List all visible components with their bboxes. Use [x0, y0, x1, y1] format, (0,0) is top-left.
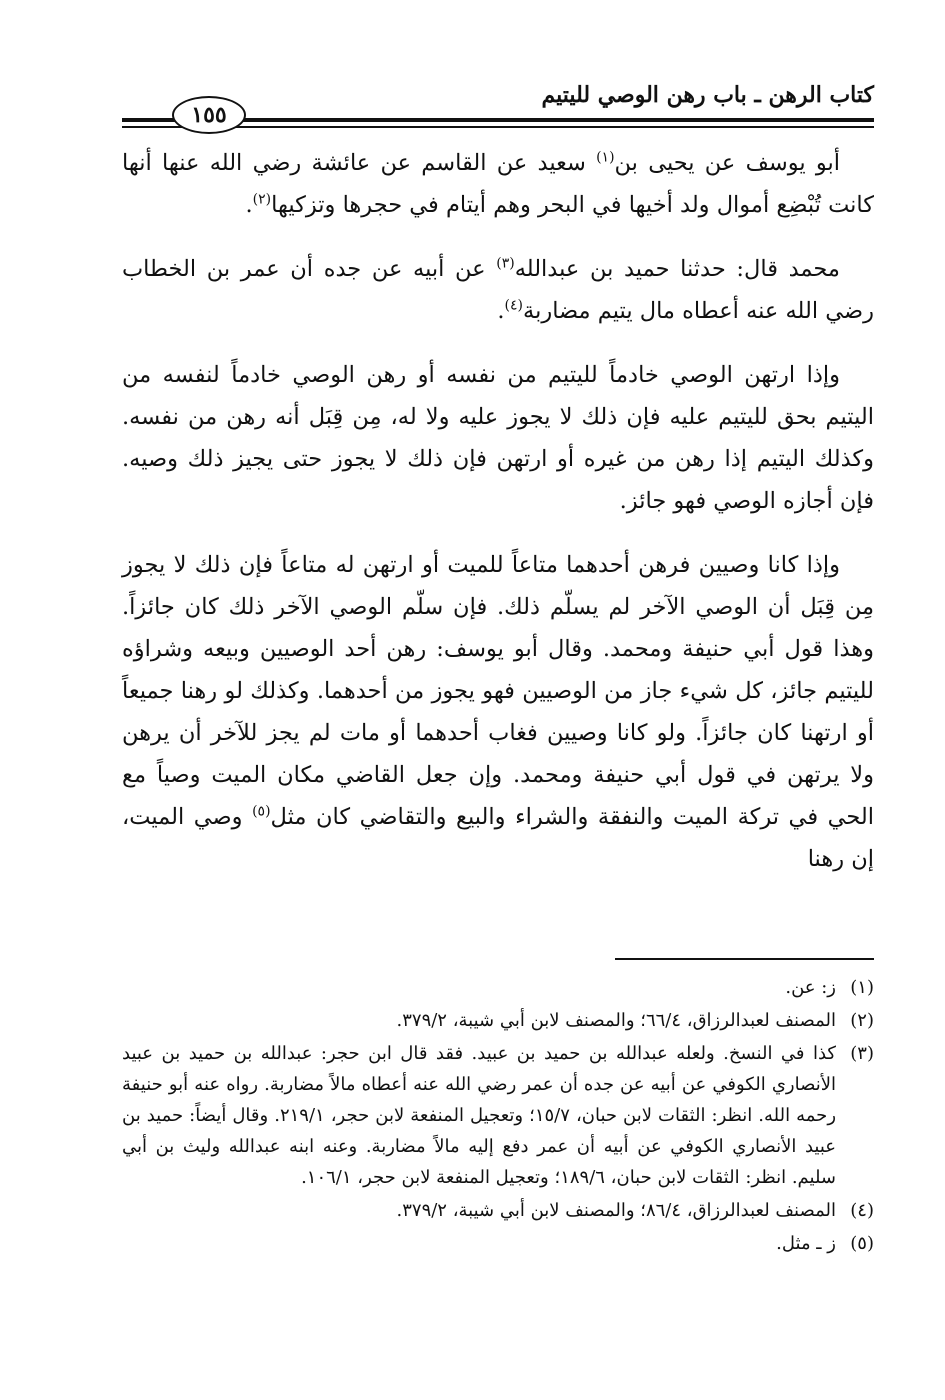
running-title: كتاب الرهن ـ باب رهن الوصي لليتيم	[541, 82, 874, 108]
page-number: ١٥٥	[172, 96, 246, 134]
page-header	[122, 72, 874, 132]
footnote-number: (١)	[850, 977, 874, 998]
footnote-item	[122, 1005, 874, 1036]
text-segment: وصي الميت، إن رهنا	[122, 804, 874, 872]
footnote-ref: (٢)	[252, 191, 272, 208]
text-segment: وإذا ارتهن الوصي خادماً لليتيم من نفسه أو رهن الوصي خادماً لنفسه من اليتيم بحق لليتيم عليه فإن ذلك لا يجوز عليه ولا له، مِن قِبَل أنه رهن من نفسه. وكذلك اليتيم إذا رهن من غيره أو ارتهن فإن ذلك لا يجوز حتى يجيز ذلك وصيه. فإن أجازه الوصي فهو جائز.	[122, 362, 874, 514]
footnote-text: المصنف لعبدالرزاق، ٦٦/٤؛ والمصنف لابن أبي شيبة، ٣٧٩/٢.	[396, 1010, 836, 1031]
footnote-ref: (٥)	[252, 803, 271, 820]
footnote-text: المصنف لعبدالرزاق، ٨٦/٤؛ والمصنف لابن أبي شيبة، ٣٧٩/٢.	[396, 1200, 836, 1221]
main-text	[122, 142, 874, 902]
footnote-ref: (٤)	[504, 297, 523, 314]
footnote-text: كذا في النسخ. ولعله عبدالله بن حميد بن عبيد. فقد قال ابن حجر: عبدالله بن حميد بن عبيد الأنصاري الكوفي عن أبيه عن جده أن عمر رضي الله عنه أعطاه مالاً مضاربة. رواه عنه أبو حنيفة رحمه الله. انظر: الثقات لابن حبان، ١٥/٧؛ وتعجيل المنفعة لابن حجر، ٢١٩/١. وقال أيضاً: حميد بن عبيد الأنصاري الكوفي عن أبيه أن عمر دفع إليه مالاً مضاربة. وعنه ابنه عبدالله وليث بن أبي سليم. انظر: الثقات لابن حبان، ١٨٩/٦؛ وتعجيل المنفعة لابن حجر، ١٠٦/١.	[122, 1043, 837, 1188]
footnote-item	[122, 1038, 874, 1193]
footnote-text: ز: عن.	[785, 977, 836, 998]
footnote-number: (٣)	[850, 1043, 874, 1064]
text-segment: .	[497, 298, 505, 324]
paragraph-2	[122, 248, 874, 332]
text-segment: عن أبيه عن جده أن عمر بن الخطاب رضي الله عنه أعطاه مال يتيم مضاربة	[122, 256, 874, 324]
footnote-item	[122, 972, 874, 1003]
footnote-item	[122, 1195, 874, 1226]
footnote-number: (٢)	[850, 1010, 874, 1031]
paragraph-1	[122, 142, 874, 226]
footnote-number: (٥)	[850, 1233, 874, 1254]
paragraph-4	[122, 544, 874, 880]
footnote-item	[122, 1228, 874, 1259]
text-segment: سعيد عن القاسم عن عائشة رضي الله عنها أنها كانت تُبْضِع أموال ولد أخيها في البحر وهم أيتام في حجرها وتزكيها	[122, 150, 874, 218]
text-segment: وإذا كانا وصيين فرهن أحدهما متاعاً للميت أو ارتهن له متاعاً فإن ذلك لا يجوز مِن قِبَل أن الوصي الآخر لم يسلّم ذلك. فإن سلّم الوصي الآخر ذلك كان جائزاً. وهذا قول أبي حنيفة ومحمد. وقال أبو يوسف: رهن أحد الوصيين وبيعه وشراؤه لليتيم جائز، كل شيء جاز من الوصيين فهو يجوز من أحدهما. وكذلك لو رهنا جميعاً أو ارتهنا كان جائزاً. ولو كانا وصيين فغاب أحدهما أو مات لم يجز للآخر أن يرهن ولا يرتهن في قول أبي حنيفة ومحمد. وإن جعل القاضي مكان الميت وصياً مع الحي في تركة الميت والنفقة والشراء والبيع والتقاضي كان مثل	[122, 552, 874, 830]
footnote-ref: (١)	[596, 149, 615, 166]
footnote-ref: (٣)	[496, 255, 515, 272]
text-segment: .	[245, 192, 253, 218]
footnote-number: (٤)	[850, 1200, 874, 1221]
footnote-divider	[615, 958, 874, 960]
text-segment: أبو يوسف عن يحيى بن	[614, 150, 841, 176]
paragraph-3	[122, 354, 874, 522]
footnotes	[122, 972, 874, 1261]
text-segment: محمد قال: حدثنا حميد بن عبدالله	[514, 256, 840, 282]
footnote-text: ز ـ مثل.	[776, 1233, 836, 1254]
